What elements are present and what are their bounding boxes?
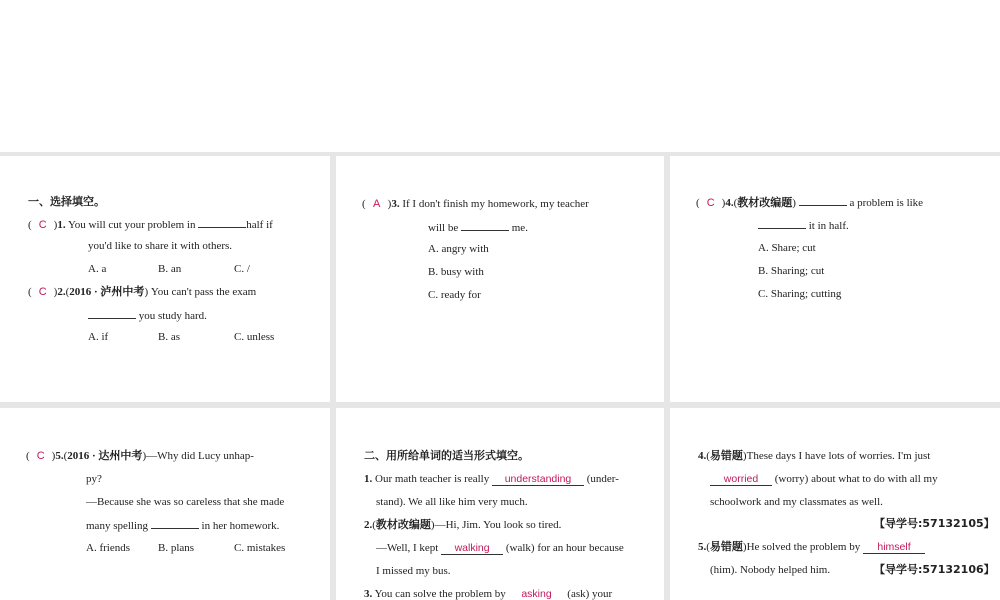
q2-source: 2016 · 泸州中考: [69, 286, 145, 298]
q2-number: 2.: [57, 286, 66, 298]
question-5-line-1: ( C )5.(2016 · 达州中考)—Why did Lucy unhap-: [26, 450, 254, 462]
f4-text-c: schoolwork and my classmates as well.: [710, 496, 883, 508]
q3-answer: A: [373, 198, 381, 210]
q5-answer: C: [36, 450, 45, 462]
q1-blank: [198, 216, 246, 228]
panel-q3: [336, 156, 664, 402]
q2-blank: [88, 307, 136, 319]
q3-number: 3.: [391, 198, 400, 210]
f5-answer: himself: [863, 541, 925, 554]
f3-answer: asking: [509, 588, 565, 600]
q5-number: 5.: [55, 450, 64, 462]
q3-option-c: C. ready for: [428, 289, 481, 301]
f3-number: 3.: [364, 588, 373, 600]
f5-source: 易错题: [709, 541, 743, 553]
f1-answer: understanding: [492, 473, 584, 486]
panel-fill-4-5: [670, 408, 1000, 600]
f4-source: 易错题: [709, 450, 743, 462]
fill-2-line-1: 2.(教材改编题)—Hi, Jim. You look so tired.: [364, 519, 562, 531]
q4-number: 4.: [725, 197, 734, 209]
f4-number: 4.: [698, 450, 707, 462]
question-1-line-1: ( C )1. You will cut your problem in half if: [28, 216, 273, 233]
q3-line-2: [428, 219, 528, 236]
q2-option-b: B. as: [158, 331, 180, 343]
fill-3-line-1: [364, 586, 612, 600]
question-2-line-1: ( C )2.(2016 · 泸州中考) You can't pass the exam: [28, 286, 257, 298]
q3-text-a: If I don't finish my homework, my teacher: [402, 198, 589, 210]
f5-text-b: (him). Nobody helped him.: [710, 564, 831, 576]
q3-text-b: will be: [428, 222, 459, 234]
f4-text-a: These days I have lots of worries. I'm just: [746, 450, 931, 462]
q5-text-b: py?: [86, 473, 102, 485]
q4-line-2: [758, 217, 849, 234]
q1-text-b: half if: [246, 219, 273, 231]
q2-answer: C: [38, 286, 47, 298]
f3-text-a: You can solve the problem by: [374, 588, 506, 600]
f2-source: 教材改编题: [375, 519, 431, 531]
q1-number: 1.: [57, 219, 66, 231]
q5-text-d: many spelling: [86, 520, 149, 532]
fill-4-line-1: 4.(易错题)These days I have lots of worries. I'm just: [698, 450, 931, 462]
f4-text-b: (worry) about what to do with all my: [774, 473, 938, 485]
f5-number: 5.: [698, 541, 707, 553]
q5-option-c: C. mistakes: [234, 542, 286, 554]
f3-text-b: (ask) your: [567, 588, 613, 600]
q2-text-b: you study hard.: [138, 310, 207, 322]
q5-text-c: —Because she was so careless that she made: [86, 496, 285, 508]
q4-text-a: a problem is like: [849, 197, 924, 209]
section-heading-fill: 二、用所给单词的适当形式填空。: [364, 449, 529, 462]
q5-source: 2016 · 达州中考: [67, 450, 143, 462]
q5-option-b: B. plans: [158, 542, 195, 554]
q1-option-b: B. an: [158, 263, 182, 275]
panel-q5: [0, 408, 330, 600]
fill-5-line-1: 5.(易错题)He solved the problem by himself: [698, 539, 925, 555]
f5-text-a: He solved the problem by: [746, 541, 861, 553]
f2-answer: walking: [441, 542, 503, 555]
f1-text-b: (under-: [586, 473, 619, 485]
q3-option-b: B. busy with: [428, 266, 484, 278]
panel-fill-1-3: [336, 408, 664, 600]
q4-blank-1: [799, 194, 847, 206]
f2-text-d: I missed my bus.: [376, 565, 451, 577]
f1-text-a: Our math teacher is really: [375, 473, 490, 485]
f2-number: 2.: [364, 519, 373, 531]
q3-option-a: A. angry with: [428, 243, 489, 255]
q4-text-b: it in half.: [808, 220, 849, 232]
q1-text-a: You will cut your problem in: [67, 219, 196, 231]
f2-text-c: (walk) for an hour because: [505, 542, 624, 554]
fill-2-line-2: [376, 540, 624, 556]
q5-blank: [151, 517, 199, 529]
q1-answer: C: [38, 219, 47, 231]
q5-option-a: A. friends: [86, 542, 130, 554]
f4-reference-number: 【导学号:57132105】: [874, 517, 995, 530]
q1-option-a: A. a: [88, 263, 107, 275]
q3-text-c: me.: [511, 222, 528, 234]
f2-text-a: —Hi, Jim. You look so tired.: [434, 519, 562, 531]
q4-blank-2: [758, 217, 806, 229]
q2-option-c: C. unless: [234, 331, 275, 343]
f4-answer: worried: [710, 473, 772, 486]
panel-q4: [670, 156, 1000, 402]
q2-text-a: You can't pass the exam: [150, 286, 257, 298]
fill-4-line-2: [710, 471, 938, 487]
q4-option-b: B. Sharing; cut: [758, 265, 825, 277]
q4-option-c: C. Sharing; cutting: [758, 288, 842, 300]
f1-number: 1.: [364, 473, 373, 485]
q1-text-c: you'd like to share it with others.: [88, 240, 233, 252]
q2-option-a: A. if: [88, 331, 109, 343]
q3-blank: [461, 219, 509, 231]
f5-reference-number: 【导学号:57132106】: [874, 563, 995, 576]
q4-option-a: A. Share; cut: [758, 242, 816, 254]
f1-text-c: stand). We all like him very much.: [376, 496, 528, 508]
section-heading-choice: 一、选择填空。: [28, 195, 105, 208]
q4-answer: C: [706, 197, 715, 209]
panel-q1-q2: [0, 156, 330, 402]
q5-text-e: in her homework.: [201, 520, 280, 532]
slide-top-area: [0, 0, 1000, 152]
question-4-line-1: ( C )4.(教材改编题) a problem is like: [696, 194, 923, 211]
fill-1-line-1: [364, 471, 619, 487]
q2-line-2: [88, 307, 207, 324]
q5-text-a: —Why did Lucy unhap-: [146, 450, 254, 462]
q4-source: 教材改编题: [737, 197, 793, 209]
q1-option-c: C. /: [234, 263, 250, 275]
question-3-line-1: ( A )3. If I don't finish my homework, my teacher: [362, 198, 589, 210]
q5-line-4: [86, 517, 279, 534]
f2-text-b: —Well, I kept: [376, 542, 439, 554]
